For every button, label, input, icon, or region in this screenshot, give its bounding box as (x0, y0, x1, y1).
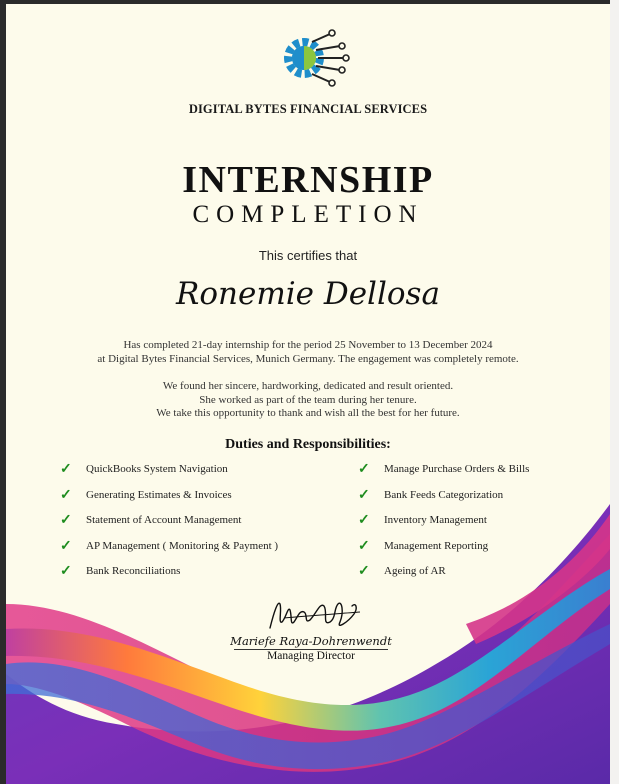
paragraph-line: She worked as part of the team during her tenure. (199, 393, 417, 406)
signature-block (216, 592, 406, 666)
recipient-name: Ronemie Dellosa (176, 276, 440, 312)
checkmark-icon: ✓ (358, 513, 370, 529)
paragraph-line: Has completed 21-day internship for the period 25 November to 13 December 2024 (123, 339, 493, 351)
duties-list-right (358, 463, 529, 591)
duties-list-left (60, 463, 278, 591)
duty-label: AP Management ( Monitoring & Payment ) (86, 539, 279, 552)
duties-heading: Duties and Responsibilities: (225, 437, 391, 452)
checkmark-icon: ✓ (60, 513, 72, 529)
duty-label: QuickBooks System Navigation (86, 463, 228, 475)
duty-item (60, 463, 278, 489)
signatory-title: Managing Director (267, 650, 355, 662)
duty-item (60, 514, 278, 540)
duty-label: Manage Purchase Orders & Bills (384, 463, 530, 475)
duty-item (358, 489, 529, 515)
checkmark-icon: ✓ (358, 538, 370, 554)
duty-label: Management Reporting (384, 539, 489, 552)
checkmark-icon: ✓ (60, 487, 72, 503)
signatory-name: Mariefe Raya-Dohrenwendt (230, 634, 392, 648)
duty-item (358, 540, 529, 566)
paragraph-line: at Digital Bytes Financial Services, Munich Germany. The engagement was completely remote. (97, 352, 519, 365)
checkmark-icon: ✓ (60, 538, 72, 554)
checkmark-icon: ✓ (60, 462, 72, 477)
handwritten-signature (264, 592, 364, 634)
certificate-subtitle: COMPLETION (192, 201, 424, 228)
certificate-page (6, 4, 610, 784)
company-logo (278, 22, 350, 94)
certifies-text: This certifies that (258, 248, 358, 263)
duty-item (358, 463, 529, 489)
appreciation-paragraph (6, 380, 610, 421)
paragraph-line: We take this opportunity to thank and wish all the best for her future. (156, 407, 460, 419)
completion-paragraph (6, 339, 610, 366)
company-name: DIGITAL BYTES FINANCIAL SERVICES (188, 102, 428, 116)
paragraph-line: We found her sincere, hardworking, dedicated and result oriented. (162, 380, 454, 392)
duty-label: Statement of Account Management (86, 514, 242, 527)
duty-label: Inventory Management (384, 514, 487, 527)
duty-label: Generating Estimates & Invoices (86, 488, 232, 501)
checkmark-icon: ✓ (358, 487, 370, 503)
duty-item (60, 540, 278, 566)
duty-item (60, 565, 278, 591)
checkmark-icon: ✓ (358, 462, 370, 477)
certificate-title: INTERNSHIP (182, 159, 434, 201)
page-margin-right (610, 0, 619, 784)
checkmark-icon: ✓ (60, 564, 72, 580)
duty-label: Ageing of AR (384, 565, 446, 578)
duty-item (358, 514, 529, 540)
duty-label: Bank Feeds Categorization (384, 488, 504, 501)
checkmark-icon: ✓ (358, 564, 370, 580)
duty-item (358, 565, 529, 591)
duty-label: Bank Reconciliations (86, 565, 181, 578)
duty-item (60, 489, 278, 515)
